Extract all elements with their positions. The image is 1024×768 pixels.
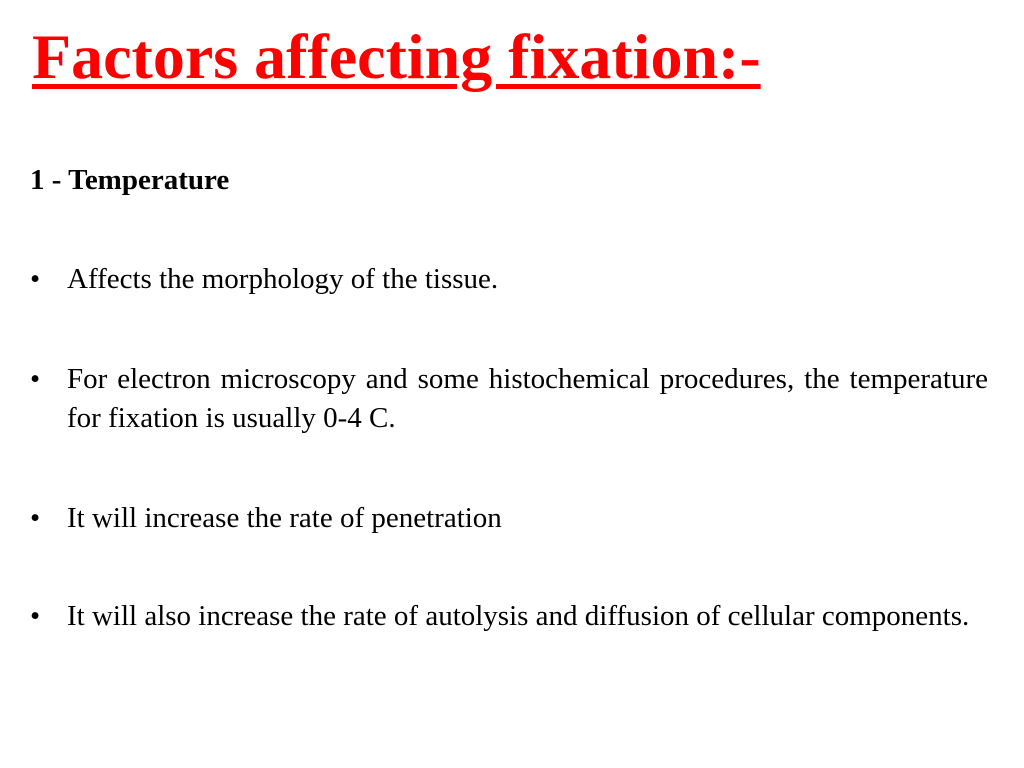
bullet-icon: • [30, 363, 41, 395]
bullet-text: For electron microscopy and some histochemical procedures, the temperature for fixation is usually 0-4 C. [67, 363, 988, 434]
bullet-icon: • [30, 263, 41, 295]
bullet-item [30, 260, 988, 299]
bullet-icon: • [30, 600, 41, 632]
bullet-icon: • [30, 502, 41, 534]
section-heading: 1 - Temperature [30, 164, 230, 196]
bullet-item [30, 360, 988, 438]
bullet-item [30, 597, 988, 636]
slide-title: Factors affecting fixation:- [32, 21, 761, 92]
bullet-text: It will also increase the rate of autolysis and diffusion of cellular components. [67, 600, 970, 632]
bullet-item [30, 499, 988, 538]
bullet-text: It will increase the rate of penetration [67, 502, 502, 534]
bullet-text: Affects the morphology of the tissue. [67, 263, 499, 295]
